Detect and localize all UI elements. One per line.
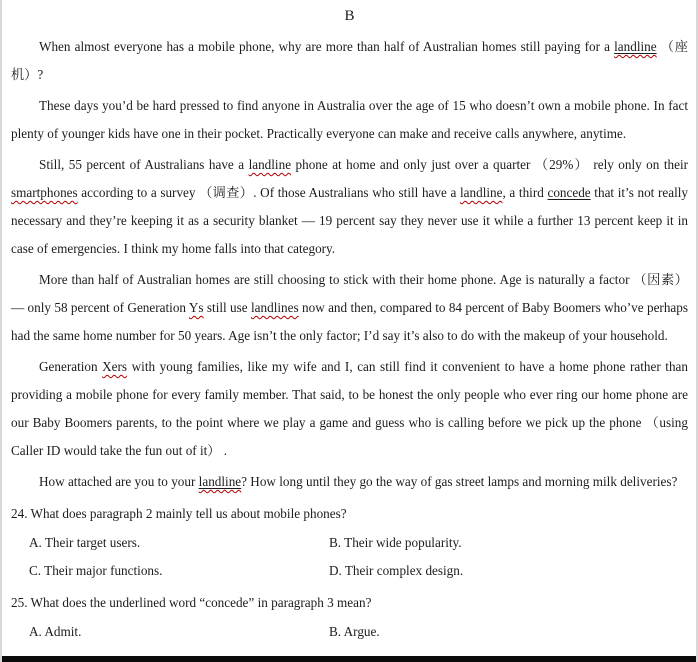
question-option: A. Admit. xyxy=(29,624,82,639)
question-block xyxy=(11,500,688,585)
passage-paragraph: These days you’d be hard pressed to find anyone in Australia over the age of 15 who doesn’t own a mobile phone. In fact plenty of younger kids have one in their pocket. Practically everyone can make and receive calls anywhere, anytime. xyxy=(11,98,688,141)
spellcheck-word: smartphones xyxy=(11,185,78,200)
question-text: 25. What does the underlined word “concede” in paragraph 3 mean? xyxy=(11,595,372,610)
spellcheck-word: landline xyxy=(198,474,242,489)
spellcheck-word: Xers xyxy=(102,359,128,374)
underlined-spellcheck-word xyxy=(199,474,241,489)
passage-paragraph: More than half of Australian homes are still choosing to stick with their home phone. Age is naturally a factor （因素） — only 58 percent of Generation Ys still use landlines now and then, compared to 84 percent of Baby Boomers who’ve perhaps had the same home number for 50 years. Age isn’t the only factor; I’d say it’s also to do with the makeup of your household. xyxy=(11,272,688,343)
spellcheck-word: landlines xyxy=(251,300,299,315)
question-option: C. Their major functions. xyxy=(29,563,163,578)
questions xyxy=(11,500,688,646)
question-option: A. Their target users. xyxy=(29,535,141,550)
passage-paragraph: Generation Xers with young families, like my wife and I, can still find it convenient to have a home phone rather than providing a mobile phone for every family member. That said, to be honest the only people who ever ring our home phone are our Baby Boomers parents, to the point where we play a game and guess who is calling before we pick up the phone （using Caller ID would take the fun out of it） . xyxy=(11,359,688,458)
spellcheck-word: landline xyxy=(248,157,292,172)
question-options xyxy=(11,618,688,646)
question-option: B. Argue. xyxy=(329,624,380,639)
spellcheck-word: Ys xyxy=(188,300,204,315)
spellcheck-word: landline xyxy=(614,39,657,54)
question-option: B. Their wide popularity. xyxy=(329,535,462,550)
passage-paragraph: How attached are you to your landline? How long until they go the way of gas street lamps and morning milk deliveries? xyxy=(39,474,678,489)
question-block xyxy=(11,589,688,646)
passage-paragraph: Still, 55 percent of Australians have a landline phone at home and only just over a quarter （29%） rely only on their smartphones according to a survey （调查）. Of those Australians who still have a landline, a third concede that it’s not really necessary and they’re keeping it as a security blanket — 19 percent say they never use it while a further 13 percent keep it in case of emergencies. I think my home falls into that category. xyxy=(11,157,688,256)
passage xyxy=(11,33,688,496)
question-option: D. Their complex design. xyxy=(329,563,464,578)
underlined-spellcheck-word xyxy=(614,39,656,54)
section-label: B xyxy=(344,8,355,24)
underlined-word: concede xyxy=(547,185,591,200)
bottom-bar xyxy=(0,656,698,662)
spellcheck-word: landline xyxy=(460,185,503,200)
passage-paragraph: When almost everyone has a mobile phone, why are more than half of Australian homes still paying for a landline （座机）? xyxy=(11,39,688,82)
question-options xyxy=(11,529,688,585)
question-text: 24. What does paragraph 2 mainly tell us about mobile phones? xyxy=(11,506,347,521)
